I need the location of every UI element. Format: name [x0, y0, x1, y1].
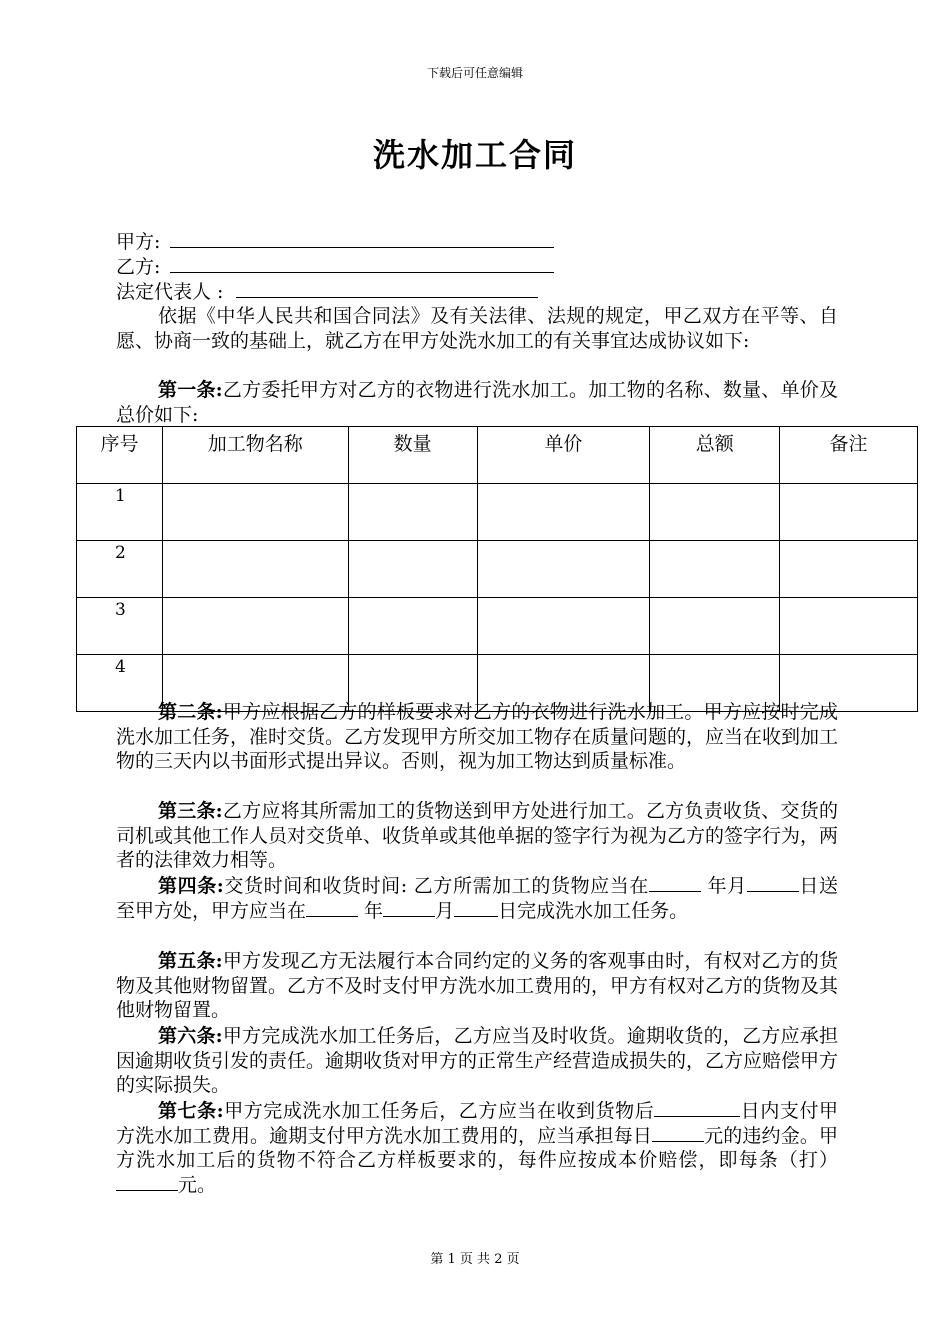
page-footer: 第 1 页 共 2 页 — [430, 1252, 520, 1267]
party-a-label: 甲方: — [116, 231, 161, 253]
year-blank — [306, 900, 358, 917]
table-cell — [348, 484, 477, 541]
article-4 — [116, 874, 838, 923]
article-6 — [116, 1024, 838, 1098]
table-cell — [348, 598, 477, 655]
party-b-blank — [170, 254, 554, 273]
table-cell — [162, 484, 348, 541]
contract-title: 洗水加工合同 — [372, 136, 577, 174]
article-3-text: 乙方应将其所需加工的货物送到甲方处进行加工。乙方负责收货、交货的司机或其他工作人员对交货单、收货单或其他单据的签字行为视为乙方的签字行为，两者的法律效力相等。 — [116, 800, 839, 871]
items-table — [76, 426, 918, 712]
row-number: 4 — [77, 655, 163, 712]
article-7-text-4: 元。 — [178, 1173, 217, 1196]
article-2-label: 第二条: — [158, 701, 223, 723]
article-4-text-5: 年 — [358, 899, 384, 922]
table-header-cell: 单价 — [477, 427, 650, 484]
article-4-text-1: 交货时间和收货时间: 乙方所需加工的货物应当在 — [223, 875, 649, 897]
table-cell — [348, 541, 477, 598]
table-header-cell: 加工物名称 — [162, 427, 348, 484]
article-3 — [116, 799, 838, 873]
year-blank — [649, 875, 701, 892]
article-7 — [116, 1099, 838, 1197]
article-4-text-4: 日送至甲方处，甲方应当在 — [116, 875, 838, 922]
legal-rep-line — [116, 279, 538, 305]
table-header-cell: 总额 — [650, 427, 780, 484]
article-1 — [116, 378, 838, 427]
article-7-label: 第七条: — [158, 1100, 224, 1122]
table-cell — [780, 484, 918, 541]
table-row — [77, 484, 918, 541]
table-header-cell: 序号 — [77, 427, 163, 484]
intro-paragraph: 依据《中华人民共和国合同法》及有关法律、法规的规定，甲乙双方在平等、自愿、协商一致的基础上，就乙方在甲方处洗水加工的有关事宜达成协议如下: — [116, 305, 838, 352]
article-7-text-2: 日内支付甲方洗水加工费用。逾期支付甲方洗水加工费用的，应当承担每日 — [116, 1100, 838, 1147]
table-cell — [477, 598, 650, 655]
table-row — [77, 541, 918, 598]
day-blank — [454, 900, 498, 917]
article-4-text-7: 日完成洗水加工任务。 — [498, 899, 689, 922]
legal-rep-label: 法定代表人 : — [116, 281, 224, 303]
party-a-line — [116, 229, 554, 255]
day-blank — [747, 875, 799, 892]
table-cell — [477, 484, 650, 541]
row-number: 1 — [77, 484, 163, 541]
party-b-label: 乙方: — [116, 256, 161, 278]
table-header-cell: 备注 — [780, 427, 918, 484]
days-blank — [654, 1100, 740, 1117]
table-cell — [650, 598, 780, 655]
article-4-text-3: 月 — [727, 875, 747, 897]
article-6-label: 第六条: — [158, 1025, 223, 1047]
article-6-text: 甲方完成洗水加工任务后，乙方应当及时收货。逾期收货的，乙方应承担因逾期收货引发的责任。逾期收货对甲方的正常生产经营造成损失的，乙方应赔偿甲方的实际损失。 — [116, 1025, 839, 1096]
compensation-blank — [116, 1174, 178, 1191]
row-number: 3 — [77, 598, 163, 655]
page-header-note: 下载后可任意编辑 — [426, 66, 523, 80]
legal-rep-blank — [236, 279, 538, 298]
table-cell — [162, 541, 348, 598]
article-3-label: 第三条: — [158, 800, 223, 822]
article-7-text-3: 元的违约金。甲方洗水加工后的货物不符合乙方样板要求的，每件应按成本价赔偿，即每条（打） — [116, 1124, 838, 1171]
article-2 — [116, 700, 838, 774]
table-row — [77, 598, 918, 655]
article-5-text: 甲方发现乙方无法履行本合同约定的义务的客观事由时，有权对乙方的货物及其他财物留置。乙方不及时支付甲方洗水加工费用的，甲方有权对乙方的货物及其他财物留置。 — [116, 950, 839, 1021]
row-number: 2 — [77, 541, 163, 598]
party-a-blank — [170, 229, 554, 248]
article-2-text: 甲方应根据乙方的样板要求对乙方的衣物进行洗水加工。甲方应按时完成洗水加工任务，准时交货。乙方发现甲方所交加工物存在质量问题的，应当在收到加工物的三天内以书面形式提出异议。否则，视为加工物达到质量标准。 — [116, 701, 839, 772]
article-1-label: 第一条: — [158, 379, 223, 401]
month-blank — [383, 900, 435, 917]
penalty-blank — [652, 1125, 704, 1142]
article-7-text-1: 甲方完成洗水加工任务后，乙方应当在收到货物后 — [223, 1100, 655, 1122]
table-cell — [650, 484, 780, 541]
table-cell — [650, 541, 780, 598]
article-4-label: 第四条: — [158, 875, 224, 897]
table-header-cell: 数量 — [348, 427, 477, 484]
table-cell — [780, 598, 918, 655]
table-cell — [162, 598, 348, 655]
table-cell — [780, 541, 918, 598]
article-4-text-6: 月 — [435, 899, 455, 922]
article-5 — [116, 949, 838, 1023]
article-1-text: 乙方委托甲方对乙方的衣物进行洗水加工。加工物的名称、数量、单价及总价如下: — [116, 379, 838, 426]
article-5-label: 第五条: — [158, 950, 223, 972]
party-b-line — [116, 254, 554, 280]
table-header-row — [77, 427, 918, 484]
table-cell — [477, 541, 650, 598]
article-4-text-2: 年 — [700, 875, 728, 897]
